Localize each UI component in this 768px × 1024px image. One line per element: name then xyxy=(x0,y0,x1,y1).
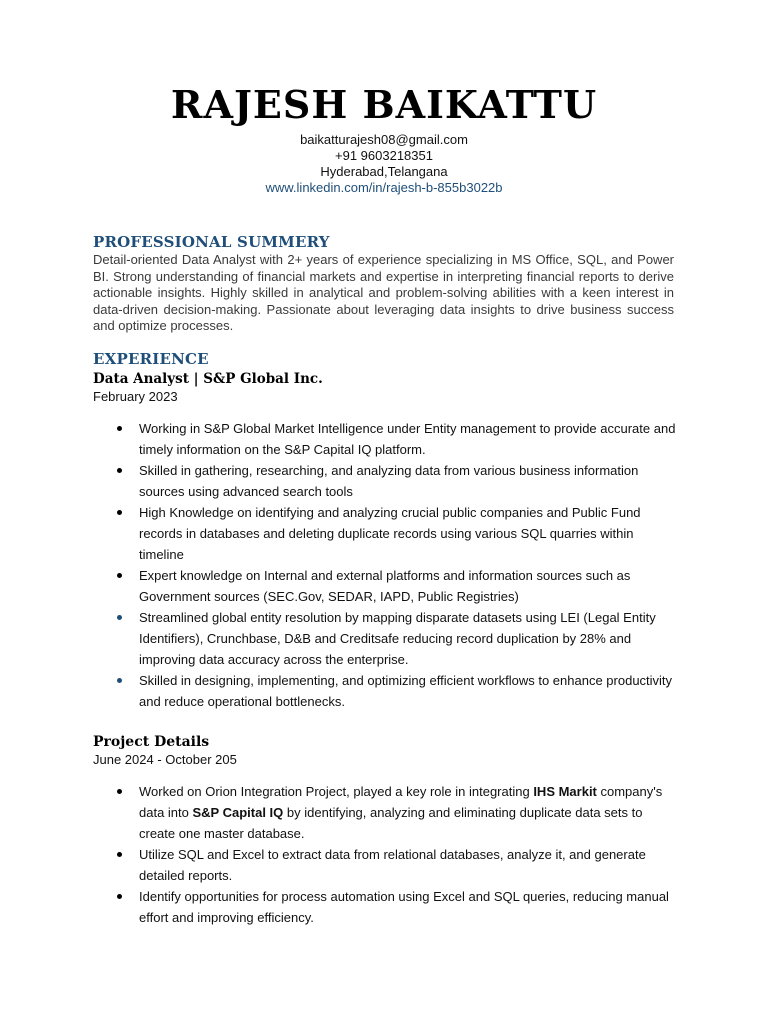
project-date: June 2024 - October 205 xyxy=(93,752,237,767)
project-bullets xyxy=(139,781,679,928)
project-bullet-text: Worked on Orion Integration Project, played a key role in integrating xyxy=(139,784,534,799)
contact-block xyxy=(0,132,768,196)
list-item: Working in S&P Global Market Intelligence under Entity management to provide accurate and timely information on the S&P Capital IQ platform. xyxy=(139,418,679,460)
phone: +91 9603218351 xyxy=(335,148,433,163)
location: Hyderabad,Telangana xyxy=(320,164,448,179)
project-heading: Project Details xyxy=(93,734,210,750)
list-item: Identify opportunities for process automation using Excel and SQL queries, reducing manual effort and improving efficiency. xyxy=(139,886,679,928)
linkedin-link[interactable]: www.linkedin.com/in/rajesh-b-855b3022b xyxy=(265,180,503,195)
list-item: High Knowledge on identifying and analyzing crucial public companies and Public Fund records in databases and deleting duplicate records using various SQL quarries within timeline xyxy=(139,502,679,565)
list-item: Skilled in designing, implementing, and optimizing efficient workflows to enhance productivity and reduce operational bottlenecks. xyxy=(139,670,679,712)
list-item: Skilled in gathering, researching, and analyzing data from various business information sources using advanced search tools xyxy=(139,460,679,502)
email: baikatturajesh08@gmail.com xyxy=(300,132,468,147)
project-bullet-text: by identifying, analyzing and eliminating duplicate data sets to create one master database. xyxy=(139,805,643,841)
bold-company: IHS Markit xyxy=(533,784,597,799)
job-title: Data Analyst | S&P Global Inc. xyxy=(93,371,323,387)
list-item xyxy=(139,781,679,844)
summary-text: Detail-oriented Data Analyst with 2+ years of experience specializing in MS Office, SQL, and Power BI. Strong understanding of financial markets and expertise in interpreting financial reports to derive actionable insights. Highly skilled in analytical and problem-solving abilities with a keen interest in data-driven decision-making. Passionate about leveraging data insights to drive business success and optimize processes. xyxy=(93,252,674,333)
list-item: Streamlined global entity resolution by mapping disparate datasets using LEI (Legal Entity Identifiers), Crunchbase, D&B and Creditsafe reducing record duplication by 28% and improving data accuracy across the enterprise. xyxy=(139,607,679,670)
experience-heading: EXPERIENCE xyxy=(93,350,209,368)
bold-platform: S&P Capital IQ xyxy=(192,805,284,820)
summary-heading: PROFESSIONAL SUMMERY xyxy=(93,233,330,251)
list-item: Expert knowledge on Internal and external platforms and information sources such as Government sources (SEC.Gov, SEDAR, IAPD, Public Registries) xyxy=(139,565,679,607)
experience-bullets xyxy=(139,418,679,712)
project-bullet-text: company's data into xyxy=(139,784,663,820)
resume-name: RAJESH BAIKATTU xyxy=(170,82,598,127)
list-item: Utilize SQL and Excel to extract data from relational databases, analyze it, and generate detailed reports. xyxy=(139,844,679,886)
job-date: February 2023 xyxy=(93,389,178,404)
